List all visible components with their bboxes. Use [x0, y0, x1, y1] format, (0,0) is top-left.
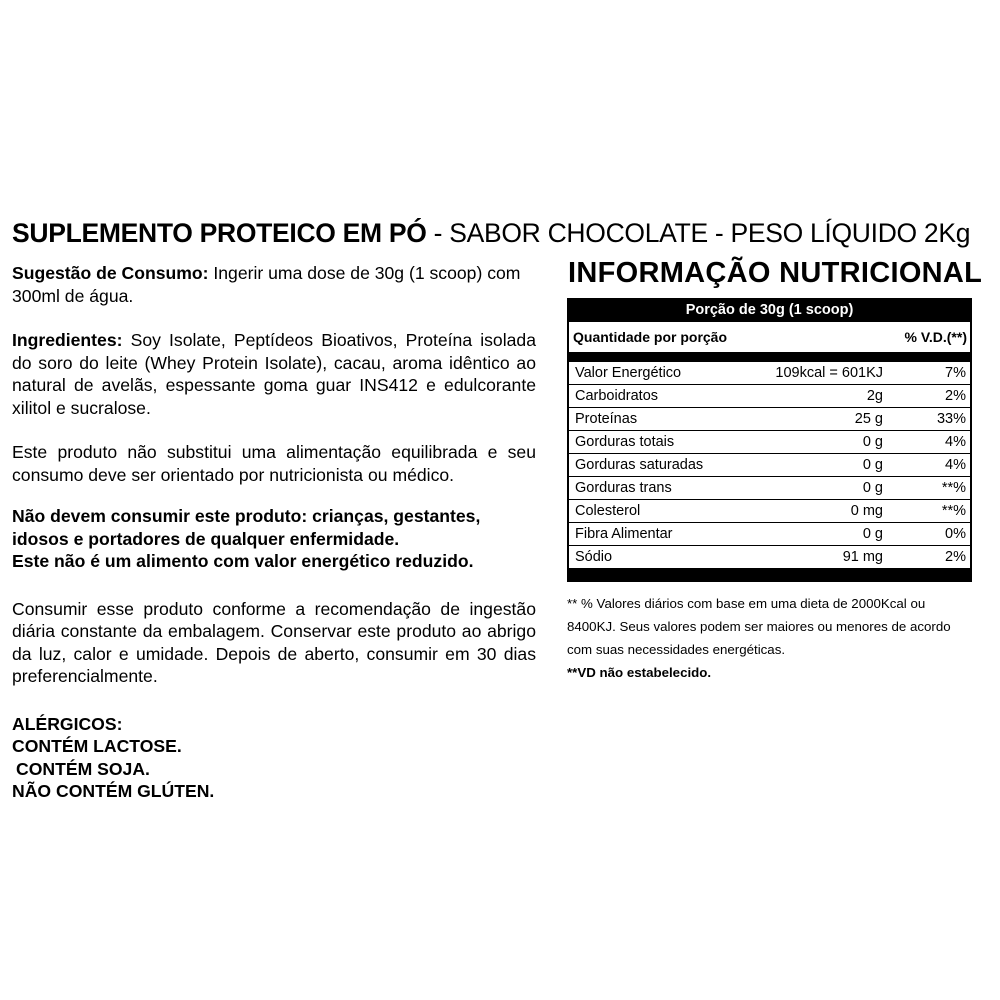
allergen-lactose: CONTÉM LACTOSE. — [12, 736, 182, 756]
nutrient-quantity: 0 g — [862, 457, 883, 473]
nutrient-name: Gorduras totais — [575, 434, 675, 450]
nutrition-row — [569, 500, 970, 523]
nutrient-quantity: 91 mg — [842, 549, 883, 565]
ingredients-text: Soy Isolate, Peptídeos Bioativos, Proteína isolada do soro do leite (Whey Protein Isolate), cacau, aroma idêntico ao natural de avelãs, espessante goma guar INS412 e edulcorante xilitol e sucralose. — [12, 330, 536, 418]
nutrition-panel — [567, 253, 983, 684]
nutrient-vd: **% — [941, 503, 966, 519]
nutrition-row — [569, 362, 970, 385]
suggestion-paragraph — [12, 262, 536, 307]
footnote-values: ** % Valores diários com base em uma dieta de 2000Kcal ou 8400KJ. Seus valores podem ser maiores ou menores de acordo com suas necessidades energéticas. — [567, 596, 951, 657]
nutrient-quantity: 0 g — [862, 526, 883, 542]
allergen-soy: CONTÉM SOJA. — [16, 758, 150, 779]
nutrient-vd: 7% — [945, 365, 966, 381]
header-divider — [569, 354, 970, 362]
title-rest: - SABOR CHOCOLATE - PESO LÍQUIDO 2Kg — [426, 218, 971, 248]
nutrition-row — [569, 385, 970, 408]
disclaimer-paragraph: Este produto não substitui uma alimentação equilibrada e seu consumo deve ser orientado por nutricionista ou médico. — [12, 442, 536, 485]
nutrition-table — [567, 298, 972, 582]
nutrition-notes — [567, 592, 971, 684]
header-qty: Quantidade por porção — [573, 329, 728, 345]
nutrient-quantity: 0 g — [862, 434, 883, 450]
nutrient-vd: 2% — [945, 549, 966, 565]
nutrition-rows — [569, 362, 970, 568]
nutrient-quantity: 0 mg — [850, 503, 883, 519]
nutrient-quantity: 2g — [866, 388, 883, 404]
nutrient-vd: 4% — [945, 457, 966, 473]
ingredients-paragraph — [12, 329, 536, 419]
footnote-vd: **VD não estabelecido. — [567, 665, 712, 680]
nutrition-row — [569, 546, 970, 568]
nutrient-quantity: 25 g — [854, 411, 883, 427]
nutrient-quantity: 109kcal = 601KJ — [775, 365, 883, 381]
nutrient-vd: 0% — [945, 526, 966, 542]
header-vd: % V.D.(**) — [904, 329, 967, 345]
nutrient-vd: 4% — [945, 434, 966, 450]
warning-energy: Este não é um alimento com valor energético reduzido. — [12, 551, 474, 571]
table-bottom-bar — [569, 568, 970, 582]
nutrition-row — [569, 523, 970, 546]
nutrition-row — [569, 408, 970, 431]
nutrient-name: Carboidratos — [575, 388, 659, 404]
product-title — [12, 216, 992, 250]
nutrient-name: Fibra Alimentar — [575, 526, 673, 542]
suggestion-label: Sugestão de Consumo: — [12, 263, 209, 283]
suggestion-text: Ingerir uma dose de 30g (1 scoop) com 300ml de água. — [12, 263, 521, 306]
nutrition-row — [569, 431, 970, 454]
portion-bar: Porção de 30g (1 scoop) — [569, 298, 970, 322]
nutrition-title: INFORMAÇÃO NUTRICIONAL — [568, 257, 983, 289]
nutrient-vd: **% — [941, 480, 966, 496]
nutrient-vd: 33% — [936, 411, 966, 427]
left-column — [12, 262, 536, 803]
nutrient-name: Sódio — [575, 549, 613, 565]
nutrient-name: Gorduras saturadas — [575, 457, 704, 473]
nutrient-name: Proteínas — [575, 411, 638, 427]
nutrient-quantity: 0 g — [862, 480, 883, 496]
title-bold: SUPLEMENTO PROTEICO EM PÓ — [12, 218, 427, 248]
nutrition-header — [569, 322, 970, 354]
ingredients-label: Ingredientes: — [12, 330, 123, 350]
storage-paragraph: Consumir esse produto conforme a recomendação de ingestão diária constante da embalagem. Conservar este produto ao abrigo da luz, calor e umidade. Depois de aberto, consumir em 30 dias preferencialmente. — [12, 598, 536, 686]
allergens-title: ALÉRGICOS: — [12, 713, 123, 734]
allergen-gluten: NÃO CONTÉM GLÚTEN. — [12, 781, 215, 801]
nutrient-name: Colesterol — [575, 503, 641, 519]
nutrient-name: Valor Energético — [575, 365, 682, 381]
warning-consumers: Não devem consumir este produto: crianças, gestantes, idosos e portadores de qualquer enfermidade. — [12, 506, 481, 549]
nutrient-name: Gorduras trans — [575, 480, 672, 496]
nutrition-row — [569, 454, 970, 477]
nutrient-vd: 2% — [945, 388, 966, 404]
nutrition-row — [569, 477, 970, 500]
